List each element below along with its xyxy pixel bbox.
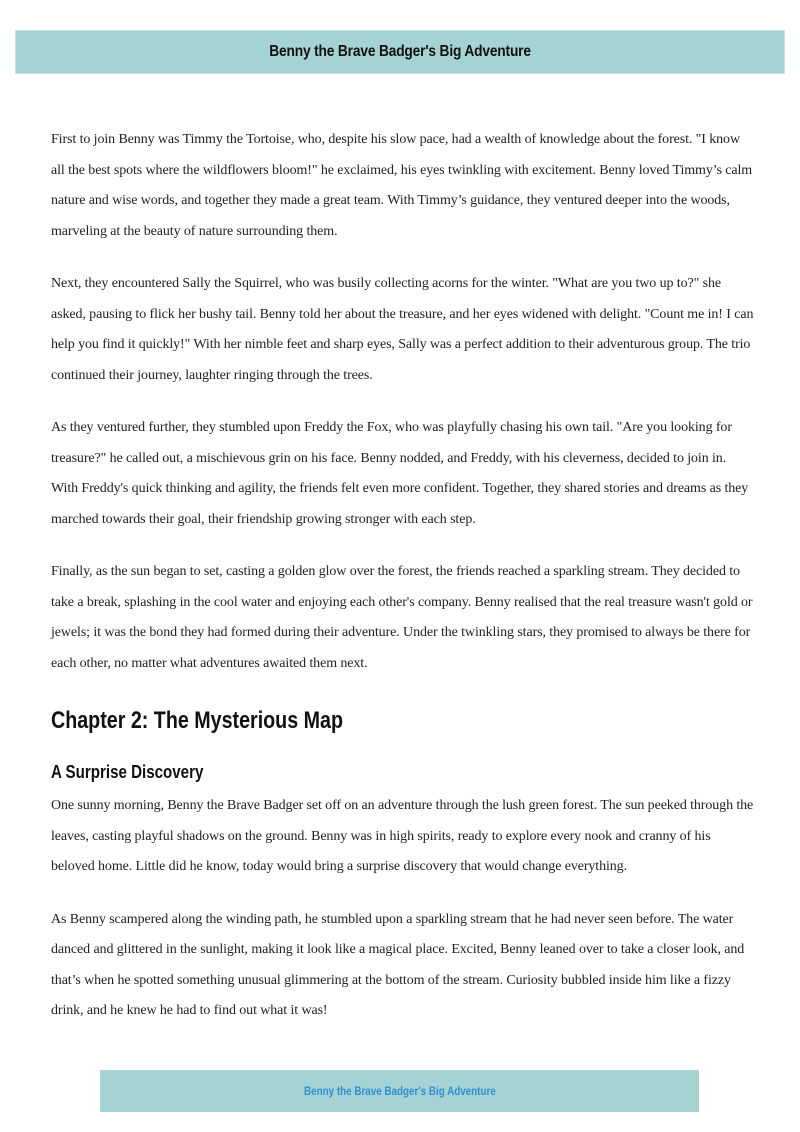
header-banner: [15, 30, 785, 74]
paragraph-finally: Finally, as the sun began to set, casting a golden glow over the forest, the friends reached a sparkling stream. They decided to take a break, splashing in the cool water and enjoying each other's company. Benny realised that the real treasure wasn't gold or jewels; it was the bond they had formed during their adventure. Under the twinkling stars, they promised to always be there for each other, no matter what adventures awaited them next.: [51, 564, 753, 671]
paragraph-sally: Next, they encountered Sally the Squirrel, who was busily collecting acorns for the winter. "What are you two up to?" she asked, pausing to flick her bushy tail. Benny told her about the treasure, and her eyes widened with delight. "Count me in! I can help you find it quickly!" With her nimble feet and sharp eyes, Sally was a perfect addition to their adventurous group. The trio continued their journey, laughter ringing through the trees.: [51, 276, 754, 383]
paragraph-freddy: As they ventured further, they stumbled upon Freddy the Fox, who was playfully chasing his own tail. "Are you looking for treasure?" he called out, a mischievous grin on his face. Benny nodded, and Freddy, with his cleverness, decided to join in. With Freddy's quick thinking and agility, the friends felt even more confident. Together, they shared stories and dreams as they marched towards their goal, their friendship growing stronger with each step.: [51, 420, 749, 527]
paragraph-timmy: First to join Benny was Timmy the Tortoise, who, despite his slow pace, had a wealth of knowledge about the forest. "I know all the best spots where the wildflowers bloom!" he exclaimed, his eyes twinkling with excitement. Benny loved Timmy’s calm nature and wise words, and together they made a great team. With Timmy’s guidance, they ventured deeper into the woods, marveling at the beauty of nature surrounding them.: [51, 132, 753, 239]
document-title: Benny the Brave Badger's Big Adventure: [269, 43, 531, 60]
page-content: [51, 125, 756, 1049]
footer-title: Benny the Brave Badger's Big Adventure: [303, 1084, 496, 1098]
section-heading: A Surprise Discovery: [51, 762, 204, 782]
chapter-heading: Chapter 2: The Mysterious Map: [51, 707, 343, 734]
paragraph-stream: As Benny scampered along the winding path, he stumbled upon a sparkling stream that he had never seen before. The water danced and glittered in the sunlight, making it look like a magical place. Excited, Benny leaned over to take a closer look, and that’s when he spotted something unusual glimmering at the bottom of the stream. Curiosity bubbled inside him like a fizzy drink, and he knew he had to find out what it was!: [51, 911, 745, 1018]
footer-banner: [100, 1070, 699, 1112]
paragraph-sunny-morning: One sunny morning, Benny the Brave Badger set off on an adventure through the lush green forest. The sun peeked through the leaves, casting playful shadows on the ground. Benny was in high spirits, ready to explore every nook and cranny of his beloved home. Little did he know, today would bring a surprise discovery that would change everything.: [51, 798, 754, 874]
